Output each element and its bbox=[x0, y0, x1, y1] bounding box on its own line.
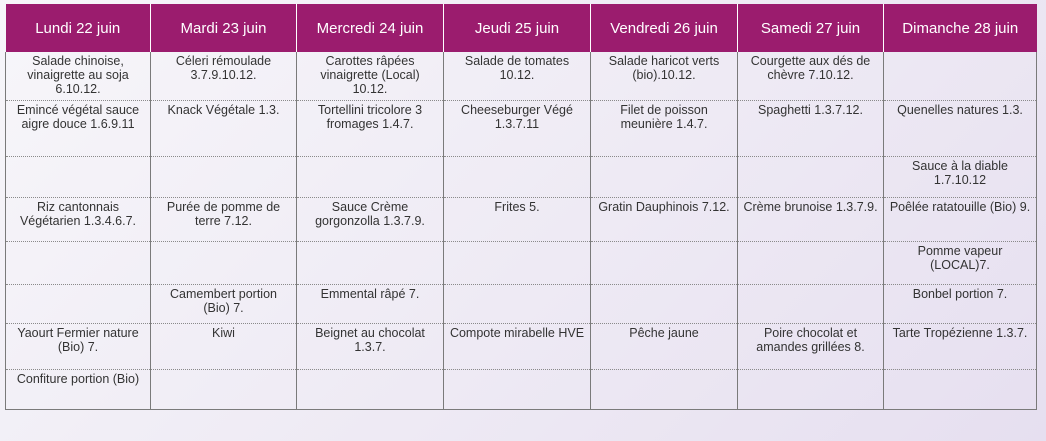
menu-cell bbox=[297, 369, 444, 409]
menu-row-side bbox=[6, 197, 1037, 241]
day-header-mercredi: Mercredi 24 juin bbox=[297, 4, 444, 52]
menu-cell bbox=[151, 156, 297, 197]
menu-cell: Gratin Dauphinois 7.12. bbox=[591, 197, 738, 241]
menu-row-starter bbox=[6, 52, 1037, 100]
weekly-menu-table bbox=[5, 4, 1037, 410]
menu-cell bbox=[738, 241, 884, 284]
menu-row-main bbox=[6, 100, 1037, 156]
header-row bbox=[6, 4, 1037, 52]
menu-cell: Camembert portion (Bio) 7. bbox=[151, 284, 297, 323]
menu-cell bbox=[6, 241, 151, 284]
menu-cell: Tortellini tricolore 3 fromages 1.4.7. bbox=[297, 100, 444, 156]
menu-cell: Bonbel portion 7. bbox=[884, 284, 1037, 323]
menu-cell: Pomme vapeur (LOCAL)7. bbox=[884, 241, 1037, 284]
menu-cell: Beignet au chocolat 1.3.7. bbox=[297, 323, 444, 369]
menu-cell: Spaghetti 1.3.7.12. bbox=[738, 100, 884, 156]
menu-row-sauce bbox=[6, 156, 1037, 197]
day-header-dimanche: Dimanche 28 juin bbox=[884, 4, 1037, 52]
menu-cell bbox=[591, 369, 738, 409]
menu-cell: Filet de poisson meunière 1.4.7. bbox=[591, 100, 738, 156]
day-header-lundi: Lundi 22 juin bbox=[6, 4, 151, 52]
menu-cell bbox=[151, 241, 297, 284]
day-header-mardi: Mardi 23 juin bbox=[151, 4, 297, 52]
menu-cell bbox=[884, 369, 1037, 409]
menu-cell bbox=[444, 156, 591, 197]
menu-row-cheese bbox=[6, 284, 1037, 323]
menu-cell bbox=[444, 284, 591, 323]
menu-cell: Kiwi bbox=[151, 323, 297, 369]
menu-cell: Sauce à la diable 1.7.10.12 bbox=[884, 156, 1037, 197]
menu-cell: Salade chinoise, vinaigrette au soja 6.10.12. bbox=[6, 52, 151, 100]
menu-cell bbox=[444, 241, 591, 284]
menu-cell bbox=[6, 284, 151, 323]
menu-cell: Tarte Tropézienne 1.3.7. bbox=[884, 323, 1037, 369]
menu-cell: Purée de pomme de terre 7.12. bbox=[151, 197, 297, 241]
menu-cell: Yaourt Fermier nature (Bio) 7. bbox=[6, 323, 151, 369]
menu-cell bbox=[738, 369, 884, 409]
menu-row-dessert bbox=[6, 323, 1037, 369]
menu-cell bbox=[738, 156, 884, 197]
day-header-vendredi: Vendredi 26 juin bbox=[591, 4, 738, 52]
menu-cell: Riz cantonnais Végétarien 1.3.4.6.7. bbox=[6, 197, 151, 241]
menu-cell bbox=[591, 241, 738, 284]
menu-cell: Confiture portion (Bio) bbox=[6, 369, 151, 409]
menu-cell bbox=[444, 369, 591, 409]
menu-cell: Poêlée ratatouille (Bio) 9. bbox=[884, 197, 1037, 241]
menu-cell: Quenelles natures 1.3. bbox=[884, 100, 1037, 156]
menu-row-side-2 bbox=[6, 241, 1037, 284]
menu-cell bbox=[591, 284, 738, 323]
menu-cell: Emincé végétal sauce aigre douce 1.6.9.11 bbox=[6, 100, 151, 156]
day-header-jeudi: Jeudi 25 juin bbox=[444, 4, 591, 52]
menu-cell: Frites 5. bbox=[444, 197, 591, 241]
menu-cell: Sauce Crème gorgonzolla 1.3.7.9. bbox=[297, 197, 444, 241]
menu-cell: Compote mirabelle HVE bbox=[444, 323, 591, 369]
menu-cell bbox=[591, 156, 738, 197]
menu-cell: Salade de tomates 10.12. bbox=[444, 52, 591, 100]
menu-cell bbox=[151, 369, 297, 409]
menu-cell: Poire chocolat et amandes grillées 8. bbox=[738, 323, 884, 369]
day-header-samedi: Samedi 27 juin bbox=[738, 4, 884, 52]
menu-cell: Courgette aux dés de chèvre 7.10.12. bbox=[738, 52, 884, 100]
menu-cell bbox=[884, 52, 1037, 100]
menu-cell bbox=[297, 241, 444, 284]
menu-cell: Emmental râpé 7. bbox=[297, 284, 444, 323]
menu-cell bbox=[738, 284, 884, 323]
menu-cell: Pêche jaune bbox=[591, 323, 738, 369]
menu-cell bbox=[6, 156, 151, 197]
menu-cell: Crème brunoise 1.3.7.9. bbox=[738, 197, 884, 241]
menu-cell: Cheeseburger Végé 1.3.7.11 bbox=[444, 100, 591, 156]
menu-cell: Knack Végétale 1.3. bbox=[151, 100, 297, 156]
menu-row-extra bbox=[6, 369, 1037, 409]
menu-cell: Salade haricot verts (bio).10.12. bbox=[591, 52, 738, 100]
menu-cell: Carottes râpées vinaigrette (Local) 10.12. bbox=[297, 52, 444, 100]
menu-cell bbox=[297, 156, 444, 197]
menu-cell: Céleri rémoulade 3.7.9.10.12. bbox=[151, 52, 297, 100]
